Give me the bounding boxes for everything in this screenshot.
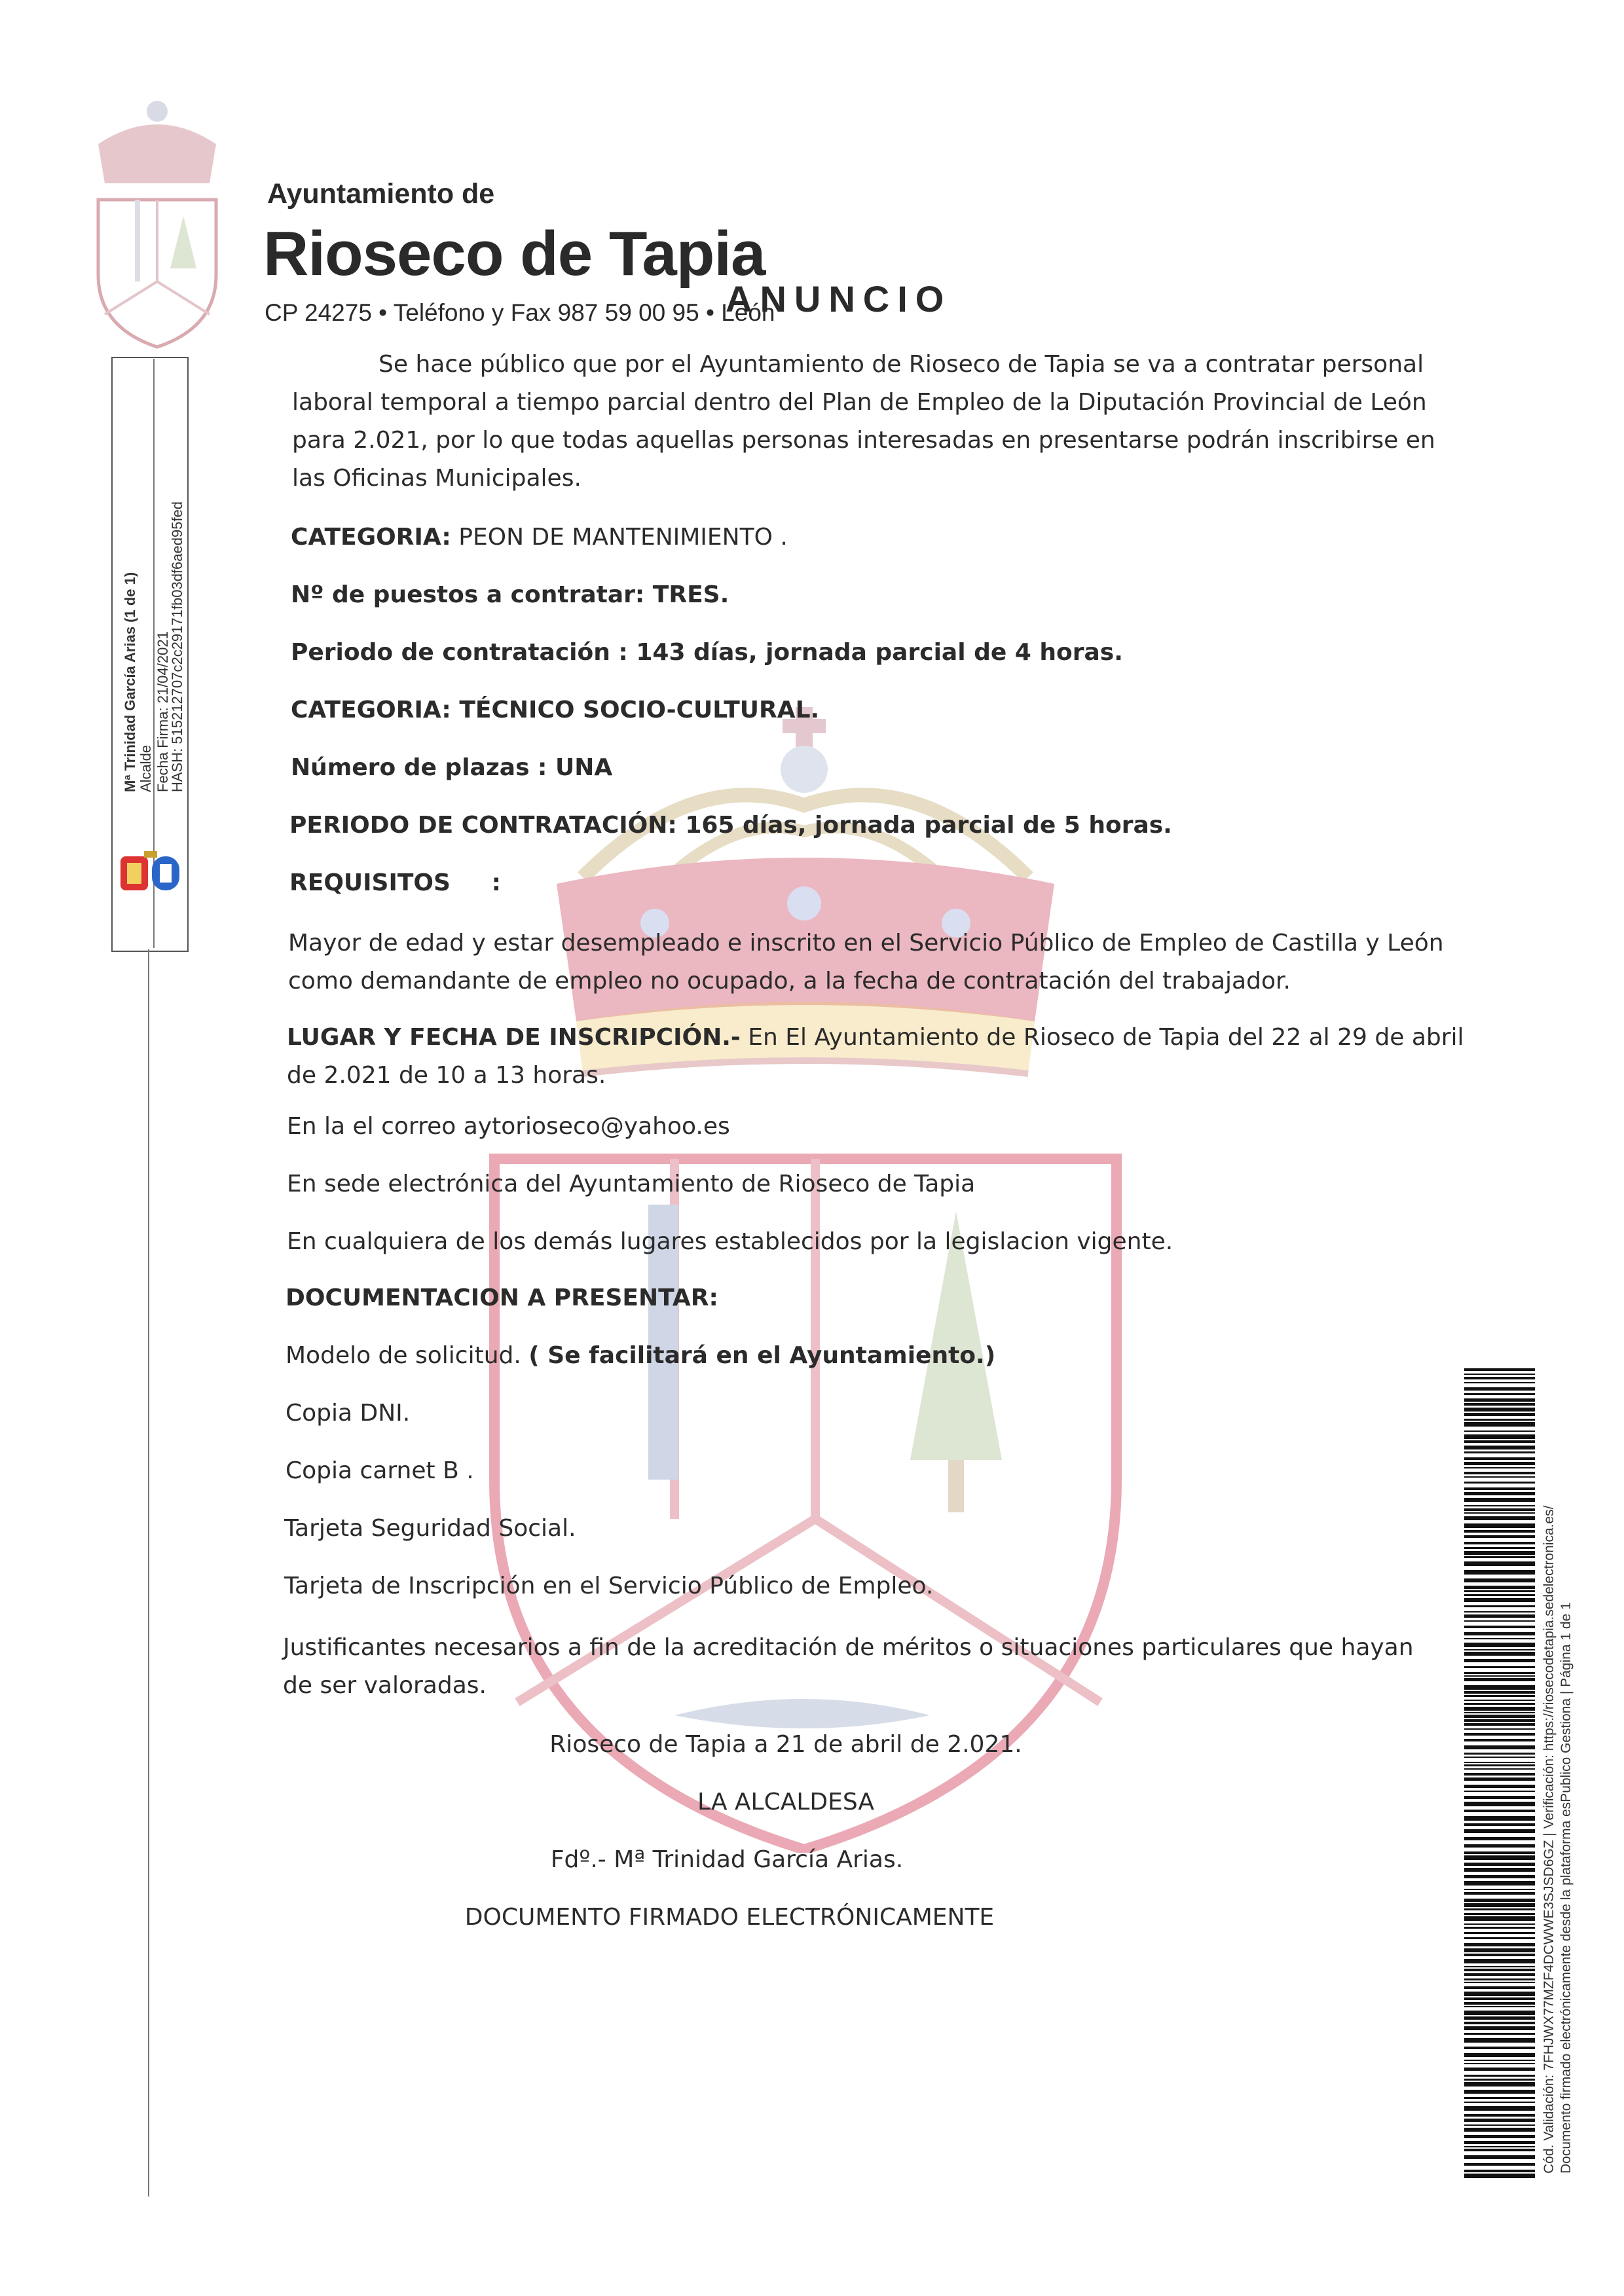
requisitos-line: Mayor de edad y estar desempleado e inscrito en el Servicio Público de Empleo de Castilla y León bbox=[288, 930, 1444, 957]
barcode-bar bbox=[1464, 1982, 1535, 1983]
barcode-bar bbox=[1464, 1986, 1535, 1989]
barcode-bar bbox=[1464, 1451, 1535, 1453]
barcode-bar bbox=[1464, 2022, 1535, 2024]
header-contacto: CP 24275 • Teléfono y Fax 987 59 00 95 • León bbox=[265, 299, 775, 326]
barcode-bar bbox=[1464, 1700, 1535, 1701]
barcode-bar bbox=[1464, 1492, 1535, 1495]
barcode-bar bbox=[1464, 1578, 1535, 1582]
barcode-bar bbox=[1464, 1382, 1535, 1383]
barcode-bar bbox=[1464, 1875, 1535, 1878]
cat2-label: CATEGORIA: TÉCNICO SOCIO-CULTURAL. bbox=[291, 697, 820, 723]
barcode-bar bbox=[1464, 1523, 1535, 1528]
cat1-puestos: Nº de puestos a contratar: TRES. bbox=[291, 581, 729, 608]
barcode-bar bbox=[1464, 1498, 1535, 1502]
barcode-bar bbox=[1464, 1723, 1535, 1726]
intro-line: Se hace público que por el Ayuntamiento de Rioseco de Tapia se va a contratar personal bbox=[378, 351, 1424, 378]
barcode-bar bbox=[1464, 2146, 1535, 2147]
barcode-bar bbox=[1464, 1868, 1535, 1872]
barcode-bar bbox=[1464, 1707, 1535, 1711]
barcode-bar bbox=[1464, 1482, 1535, 1484]
barcode-bar bbox=[1464, 1487, 1535, 1490]
barcode-bar bbox=[1464, 1643, 1535, 1647]
barcode-bar bbox=[1464, 1516, 1535, 1520]
barcode-bar bbox=[1464, 1851, 1535, 1854]
barcode-bar bbox=[1464, 2060, 1535, 2061]
barcode-bar bbox=[1464, 1467, 1535, 1468]
barcode-bar bbox=[1464, 1476, 1535, 1478]
barcode-bar bbox=[1464, 1889, 1535, 1890]
barcode-bar bbox=[1464, 1695, 1535, 1697]
barcode-bar bbox=[1464, 2002, 1535, 2005]
barcode-bar bbox=[1464, 1927, 1535, 1929]
barcode-bar bbox=[1464, 2170, 1535, 2172]
documentacion-modelo bbox=[286, 1342, 995, 1369]
barcode-bar bbox=[1464, 1605, 1535, 1607]
header-ayuntamiento-de: Ayuntamiento de bbox=[267, 178, 495, 210]
requisitos-line: como demandante de empleo no ocupado, a la fecha de contratación del trabajador. bbox=[288, 968, 1291, 994]
cat1-line bbox=[291, 524, 788, 551]
barcode-bar bbox=[1464, 1916, 1535, 1921]
barcode-bar bbox=[1464, 1611, 1535, 1613]
barcode-bar bbox=[1464, 1948, 1535, 1952]
barcode-bar bbox=[1464, 1666, 1535, 1668]
barcode-bar bbox=[1464, 1685, 1535, 1690]
stamp-hash: HASH: 515212707c2c29171fb03df6aed95fed bbox=[169, 501, 185, 792]
barcode-bar bbox=[1464, 1614, 1535, 1618]
barcode-bar bbox=[1464, 1434, 1535, 1439]
barcode-bar bbox=[1464, 1837, 1535, 1840]
barcode-bar bbox=[1464, 1419, 1535, 1421]
barcode-bar bbox=[1464, 1374, 1535, 1375]
barcode-bar bbox=[1464, 1586, 1535, 1589]
requisitos-text bbox=[288, 924, 1444, 1000]
documentacion-item: Copia DNI. bbox=[286, 1400, 411, 1427]
validation-barcode bbox=[1464, 1368, 1535, 2180]
barcode-bar bbox=[1464, 2119, 1535, 2122]
barcode-bar bbox=[1464, 2016, 1535, 2020]
barcode-bar bbox=[1464, 2163, 1535, 2166]
firma-nombre: Fdº.- Mª Trinidad García Arias. bbox=[550, 1846, 904, 1873]
barcode-bar bbox=[1464, 1785, 1535, 1788]
cat1-label: CATEGORIA: bbox=[291, 524, 451, 551]
barcode-bar bbox=[1464, 1997, 1535, 2000]
barcode-bar bbox=[1464, 1598, 1535, 1602]
barcode-bar bbox=[1464, 1773, 1535, 1776]
barcode-bar bbox=[1464, 1626, 1535, 1628]
barcode-bar bbox=[1464, 1659, 1535, 1662]
barcode-bar bbox=[1464, 1881, 1535, 1886]
stamp-cargo: Alcalde bbox=[138, 744, 154, 792]
barcode-bar bbox=[1464, 1762, 1535, 1763]
barcode-bar bbox=[1464, 1777, 1535, 1781]
lugar-label: LUGAR Y FECHA DE INSCRIPCIÓN.- bbox=[287, 1024, 741, 1051]
cat2-periodo: PERIODO DE CONTRATACIÓN: 165 días, jornada parcial de 5 horas. bbox=[289, 812, 1172, 839]
barcode-bar bbox=[1464, 2082, 1535, 2086]
document-title: ANUNCIO bbox=[726, 278, 952, 319]
barcode-bar bbox=[1464, 1652, 1535, 1656]
barcode-bar bbox=[1464, 1791, 1535, 1792]
barcode-bar bbox=[1464, 1422, 1535, 1427]
barcode-bar bbox=[1464, 1954, 1535, 1956]
documentacion-label: DOCUMENTACION A PRESENTAR: bbox=[286, 1285, 718, 1311]
barcode-bar bbox=[1464, 2063, 1535, 2064]
barcode-bar bbox=[1464, 2174, 1535, 2178]
barcode-bar bbox=[1464, 1796, 1535, 1799]
lugar-block bbox=[287, 1019, 1464, 1095]
lugar-line1: En El Ayuntamiento de Rioseco de Tapia del 22 al 29 de abril bbox=[740, 1024, 1464, 1051]
barcode-bar bbox=[1464, 2075, 1535, 2077]
documentacion-item: Tarjeta Seguridad Social. bbox=[284, 1515, 576, 1542]
barcode-bar bbox=[1464, 1923, 1535, 1925]
barcode-bar bbox=[1464, 1505, 1535, 1506]
intro-line: laboral temporal a tiempo parcial dentro del Plan de Empleo de la Diputación Provincial de León bbox=[292, 389, 1427, 416]
barcode-bar bbox=[1464, 1556, 1535, 1558]
barcode-bar bbox=[1464, 2006, 1535, 2007]
barcode-bar bbox=[1464, 1829, 1535, 1833]
intro-paragraph bbox=[292, 346, 1435, 498]
intro-line: para 2.021, por lo que todas aquellas personas interesadas en presentarse podrán inscribirse en bbox=[292, 427, 1435, 454]
barcode-bar bbox=[1464, 2106, 1535, 2111]
barcode-bar bbox=[1464, 2097, 1535, 2099]
barcode-bar bbox=[1464, 1638, 1535, 1639]
barcode-bar bbox=[1464, 1810, 1535, 1812]
barcode-bar bbox=[1464, 1570, 1535, 1575]
lugar-line2: de 2.021 de 10 a 13 horas. bbox=[287, 1062, 606, 1089]
justificantes-line: de ser valoradas. bbox=[283, 1672, 487, 1699]
cat2-plazas: Número de plazas : UNA bbox=[291, 754, 613, 781]
barcode-bar bbox=[1464, 1768, 1535, 1770]
validation-platform-line: Documento firmado electrónicamente desde la plataforma esPublico Gestiona | Página 1 de 1 bbox=[1559, 1602, 1574, 2174]
barcode-bar bbox=[1464, 1745, 1535, 1749]
barcode-bar bbox=[1464, 1899, 1535, 1902]
barcode-bar bbox=[1464, 2068, 1535, 2071]
barcode-bar bbox=[1464, 1844, 1535, 1848]
margin-line bbox=[148, 949, 149, 2196]
barcode-bar bbox=[1464, 1377, 1535, 1379]
barcode-bar bbox=[1464, 1512, 1535, 1514]
barcode-bar bbox=[1464, 2053, 1535, 2057]
barcode-bar bbox=[1464, 1462, 1535, 1465]
barcode-bar bbox=[1464, 1739, 1535, 1741]
barcode-bar bbox=[1464, 1457, 1535, 1460]
barcode-bar bbox=[1464, 1932, 1535, 1934]
barcode-bar bbox=[1464, 1620, 1535, 1622]
barcode-bar bbox=[1464, 1440, 1535, 1443]
barcode-bar bbox=[1464, 1472, 1535, 1474]
municipal-crest-logo bbox=[79, 85, 236, 354]
barcode-bar bbox=[1464, 1823, 1535, 1826]
barcode-bar bbox=[1464, 2135, 1535, 2138]
barcode-bar bbox=[1464, 2079, 1535, 2081]
lugar-sede: En sede electrónica del Ayuntamiento de Rioseco de Tapia bbox=[287, 1171, 976, 1197]
barcode-bar bbox=[1464, 1542, 1535, 1544]
barcode-bar bbox=[1464, 1913, 1535, 1915]
barcode-bar bbox=[1464, 2124, 1535, 2126]
barcode-bar bbox=[1464, 1764, 1535, 1766]
barcode-bar bbox=[1464, 1408, 1535, 1412]
barcode-bar bbox=[1464, 2149, 1535, 2151]
barcode-bar bbox=[1464, 1398, 1535, 1402]
barcode-bar bbox=[1464, 1691, 1535, 1694]
documentacion-item: Tarjeta de Inscripción en el Servicio Público de Empleo. bbox=[284, 1573, 934, 1599]
modelo-bold: ( Se facilitará en el Ayuntamiento.) bbox=[528, 1342, 996, 1369]
barcode-bar bbox=[1464, 1992, 1535, 1996]
firma-electronico: DOCUMENTO FIRMADO ELECTRÓNICAMENTE bbox=[464, 1904, 995, 1931]
barcode-bar bbox=[1464, 1393, 1535, 1395]
lugar-otros: En cualquiera de los demás lugares establecidos por la legislacion vigente. bbox=[287, 1228, 1173, 1255]
barcode-bar bbox=[1464, 1816, 1535, 1821]
barcode-bar bbox=[1464, 1908, 1535, 1910]
barcode-bar bbox=[1464, 1403, 1535, 1406]
barcode-bar bbox=[1464, 1728, 1535, 1730]
barcode-bar bbox=[1464, 2011, 1535, 2015]
barcode-bar bbox=[1464, 1733, 1535, 1736]
barcode-bar bbox=[1464, 1430, 1535, 1432]
modelo-text: Modelo de solicitud. bbox=[286, 1342, 529, 1369]
barcode-bar bbox=[1464, 1368, 1535, 1371]
barcode-bar bbox=[1464, 1508, 1535, 1511]
barcode-bar bbox=[1464, 1959, 1535, 1963]
barcode-bar bbox=[1464, 1719, 1535, 1722]
lugar-correo: En la el correo aytorioseco@yahoo.es bbox=[287, 1113, 730, 1140]
barcode-bar bbox=[1464, 2047, 1535, 2049]
barcode-bar bbox=[1464, 1590, 1535, 1592]
barcode-bar bbox=[1464, 2114, 1535, 2117]
barcode-bar bbox=[1464, 2090, 1535, 2094]
barcode-bar bbox=[1464, 1966, 1535, 1967]
barcode-bar bbox=[1464, 1703, 1535, 1705]
barcode-bar bbox=[1464, 1446, 1535, 1449]
barcode-bar bbox=[1464, 1712, 1535, 1713]
barcode-bar bbox=[1464, 1632, 1535, 1635]
barcode-bar bbox=[1464, 2155, 1535, 2159]
barcode-bar bbox=[1464, 1649, 1535, 1650]
justificantes bbox=[283, 1629, 1414, 1705]
cat1-periodo: Periodo de contratación : 143 días, jornada parcial de 4 horas. bbox=[291, 639, 1123, 666]
barcode-bar bbox=[1464, 2026, 1535, 2030]
barcode-bar bbox=[1464, 1551, 1535, 1555]
barcode-bar bbox=[1464, 1594, 1535, 1596]
justificantes-line: Justificantes necesarios a fin de la acreditación de méritos o situaciones particulares que hayan bbox=[283, 1634, 1414, 1661]
barcode-bar bbox=[1464, 1973, 1535, 1976]
stamp-fecha: Fecha Firma: 21/04/2021 bbox=[155, 631, 171, 792]
barcode-bar bbox=[1464, 1903, 1535, 1907]
barcode-bar bbox=[1464, 1715, 1535, 1718]
barcode-bar bbox=[1464, 1675, 1535, 1677]
barcode-bar bbox=[1464, 1978, 1535, 1980]
barcode-bar bbox=[1464, 2141, 1535, 2144]
barcode-bar bbox=[1464, 1413, 1535, 1416]
stamp-seal-icon bbox=[118, 851, 183, 896]
barcode-bar bbox=[1464, 1892, 1535, 1895]
barcode-bar bbox=[1464, 1802, 1535, 1806]
barcode-bar bbox=[1464, 1535, 1535, 1538]
firma-lugar-fecha: Rioseco de Tapia a 21 de abril de 2.021. bbox=[549, 1731, 1022, 1758]
firma-cargo: LA ALCALDESA bbox=[697, 1789, 875, 1815]
documentacion-item: Copia carnet B . bbox=[286, 1457, 474, 1484]
barcode-bar bbox=[1464, 1678, 1535, 1681]
requisitos-label: REQUISITOS : bbox=[289, 869, 502, 896]
intro-line: las Oficinas Municipales. bbox=[292, 465, 581, 492]
barcode-bar bbox=[1464, 2128, 1535, 2132]
barcode-bar bbox=[1464, 1943, 1535, 1946]
barcode-bar bbox=[1464, 1969, 1535, 1971]
barcode-bar bbox=[1464, 1855, 1535, 1860]
barcode-bar bbox=[1464, 1753, 1535, 1755]
barcode-bar bbox=[1464, 1547, 1535, 1549]
stamp-firmante: Mª Trinidad García Arias (1 de 1) bbox=[122, 572, 138, 792]
header-municipio: Rioseco de Tapia bbox=[263, 219, 766, 289]
barcode-bar bbox=[1464, 2038, 1535, 2043]
barcode-bar bbox=[1464, 2033, 1535, 2035]
barcode-bar bbox=[1464, 1672, 1535, 1674]
barcode-bar bbox=[1464, 1937, 1535, 1939]
barcode-bar bbox=[1464, 1561, 1535, 1566]
barcode-bar bbox=[1464, 1530, 1535, 1533]
barcode-bar bbox=[1464, 1757, 1535, 1758]
validation-code-line: Cód. Validación: 7FHJWX77MZF4DCWWE3SJSD6GZ | Verificación: https://riosecodetapia.sedelectronica.es/ bbox=[1541, 1505, 1557, 2174]
barcode-bar bbox=[1464, 1387, 1535, 1391]
barcode-bar bbox=[1464, 2102, 1535, 2103]
barcode-bar bbox=[1464, 1863, 1535, 1866]
cat1-value: PEON DE MANTENIMIENTO . bbox=[451, 524, 788, 551]
